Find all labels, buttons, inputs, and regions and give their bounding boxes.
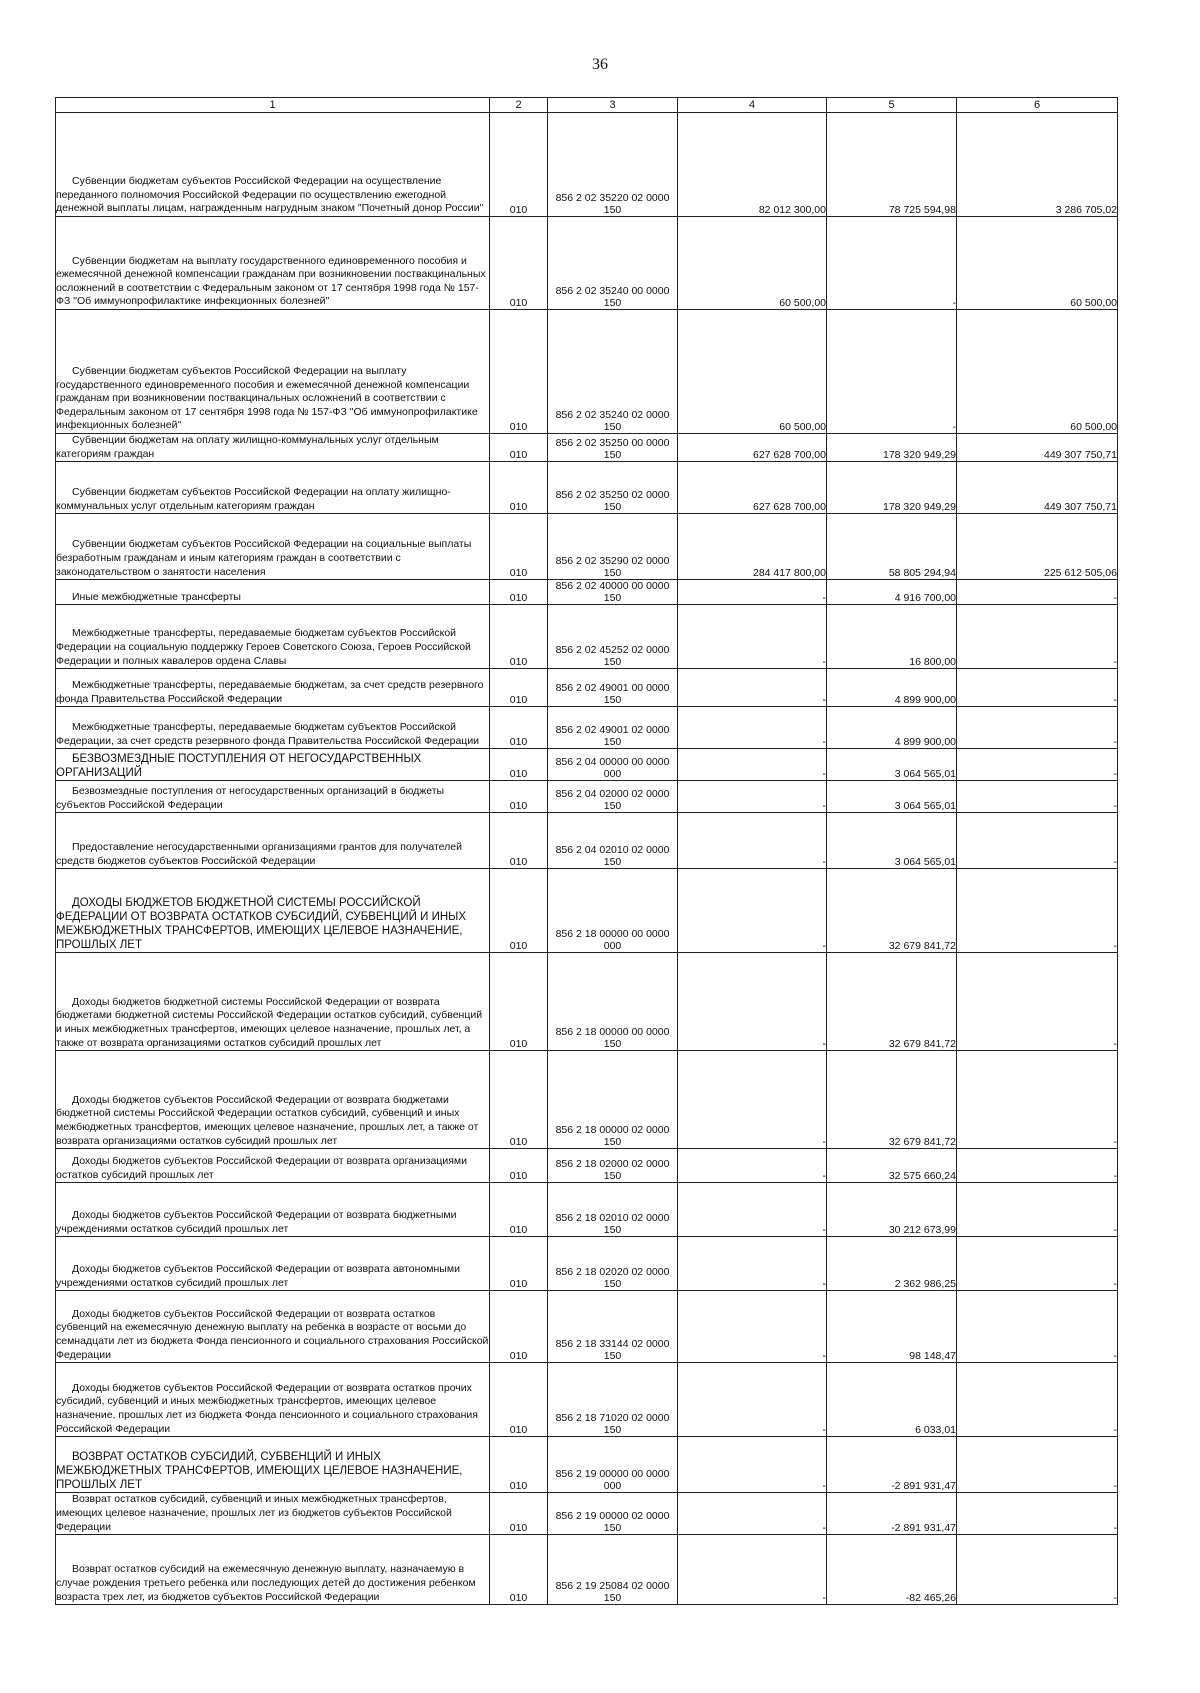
table-row	[56, 434, 1118, 462]
cell-approved-amount: 60 500,00	[678, 310, 827, 434]
cell-classification-code: 856 2 18 02010 02 0000 150	[548, 1183, 678, 1237]
cell-description: Субвенции бюджетам субъектов Российской Федерации на осуществление переданного полномочия Российской Федерации по осуществлению ежегодной денежной выплаты лицам, награжденным нагрудным знаком "Почетный донор России"	[56, 113, 490, 217]
cell-approved-amount: -	[678, 1437, 827, 1493]
cell-approved-amount: -	[678, 605, 827, 669]
cell-admin-code: 010	[490, 781, 548, 813]
table-row	[56, 1493, 1118, 1535]
cell-description: Субвенции бюджетам на выплату государственного единовременного пособия и ежемесячной денежной компенсации гражданам при возникновении поствакцинальных осложнений в соответствии с Федеральным законом от 17 сентября 1998 года № 157-ФЗ "Об иммунопрофилактике инфекционных болезней"	[56, 217, 490, 310]
table-row	[56, 1149, 1118, 1183]
cell-description: Безвозмездные поступления от негосударственных организаций в бюджеты субъектов Российской Федерации	[56, 781, 490, 813]
table-row	[56, 813, 1118, 869]
cell-admin-code: 010	[490, 580, 548, 605]
cell-classification-code: 856 2 02 49001 02 0000 150	[548, 707, 678, 749]
cell-approved-amount: -	[678, 1051, 827, 1149]
cell-description: Межбюджетные трансферты, передаваемые бюджетам, за счет средств резервного фонда Правительства Российской Федерации	[56, 669, 490, 707]
header-cell: 2	[490, 98, 548, 113]
cell-approved-amount: 82 012 300,00	[678, 113, 827, 217]
cell-remaining-amount: -	[957, 1237, 1118, 1291]
cell-approved-amount: 627 628 700,00	[678, 462, 827, 514]
cell-admin-code: 010	[490, 462, 548, 514]
cell-admin-code: 010	[490, 1237, 548, 1291]
cell-admin-code: 010	[490, 1493, 548, 1535]
cell-description: Возврат остатков субсидий на ежемесячную денежную выплату, назначаемую в случае рождения третьего ребенка или последующих детей до достижения ребенком возраста трех лет, из бюджетов субъектов Российской Федерации	[56, 1535, 490, 1605]
cell-classification-code: 856 2 18 71020 02 0000 150	[548, 1363, 678, 1437]
header-cell: 5	[827, 98, 957, 113]
table-row	[56, 1291, 1118, 1363]
header-cell: 1	[56, 98, 490, 113]
cell-admin-code: 010	[490, 1291, 548, 1363]
cell-description: БЕЗВОЗМЕЗДНЫЕ ПОСТУПЛЕНИЯ ОТ НЕГОСУДАРСТВЕННЫХ ОРГАНИЗАЦИЙ	[56, 749, 490, 781]
cell-description: Доходы бюджетов субъектов Российской Федерации от возврата остатков прочих субсидий, субвенций и иных межбюджетных трансфертов, имеющих целевое назначение, прошлых лет из бюджета Фонда пенсионного и социального страхования Российской Федерации	[56, 1363, 490, 1437]
cell-description: Межбюджетные трансферты, передаваемые бюджетам субъектов Российской Федерации, за счет средств резервного фонда Правительства Российской Федерации	[56, 707, 490, 749]
cell-admin-code: 010	[490, 669, 548, 707]
table-row	[56, 580, 1118, 605]
cell-description: Доходы бюджетов субъектов Российской Федерации от возврата бюджетными учреждениями остатков субсидий прошлых лет	[56, 1183, 490, 1237]
cell-description: Межбюджетные трансферты, передаваемые бюджетам субъектов Российской Федерации на социальную поддержку Героев Советского Союза, Героев Российской Федерации и полных кавалеров ордена Славы	[56, 605, 490, 669]
table-row	[56, 605, 1118, 669]
cell-approved-amount: -	[678, 669, 827, 707]
table-row	[56, 113, 1118, 217]
cell-classification-code: 856 2 02 35240 00 0000 150	[548, 217, 678, 310]
cell-admin-code: 010	[490, 605, 548, 669]
cell-remaining-amount: -	[957, 1493, 1118, 1535]
cell-executed-amount: -	[827, 310, 957, 434]
cell-classification-code: 856 2 18 02020 02 0000 150	[548, 1237, 678, 1291]
cell-classification-code: 856 2 04 02010 02 0000 150	[548, 813, 678, 869]
cell-executed-amount: -2 891 931,47	[827, 1437, 957, 1493]
cell-description: Иные межбюджетные трансферты	[56, 580, 490, 605]
cell-classification-code: 856 2 19 25084 02 0000 150	[548, 1535, 678, 1605]
cell-classification-code: 856 2 19 00000 00 0000 000	[548, 1437, 678, 1493]
header-cell: 6	[957, 98, 1118, 113]
cell-remaining-amount: -	[957, 669, 1118, 707]
cell-classification-code: 856 2 02 35290 02 0000 150	[548, 514, 678, 580]
budget-table	[55, 97, 1118, 1605]
table-row	[56, 781, 1118, 813]
cell-classification-code: 856 2 02 35240 02 0000 150	[548, 310, 678, 434]
cell-remaining-amount: -	[957, 605, 1118, 669]
cell-admin-code: 010	[490, 1363, 548, 1437]
cell-remaining-amount: -	[957, 1149, 1118, 1183]
table-row	[56, 1051, 1118, 1149]
cell-classification-code: 856 2 18 00000 00 0000 150	[548, 953, 678, 1051]
cell-classification-code: 856 2 02 45252 02 0000 150	[548, 605, 678, 669]
table-row	[56, 1535, 1118, 1605]
cell-executed-amount: 32 679 841,72	[827, 953, 957, 1051]
cell-remaining-amount: -	[957, 1437, 1118, 1493]
cell-description: Субвенции бюджетам на оплату жилищно-коммунальных услуг отдельным категориям граждан	[56, 434, 490, 462]
header-row	[56, 98, 1118, 113]
cell-classification-code: 856 2 02 35250 02 0000 150	[548, 462, 678, 514]
cell-remaining-amount: -	[957, 1363, 1118, 1437]
table-row	[56, 953, 1118, 1051]
cell-admin-code: 010	[490, 1183, 548, 1237]
cell-remaining-amount: -	[957, 1183, 1118, 1237]
cell-executed-amount: -	[827, 217, 957, 310]
cell-executed-amount: 3 064 565,01	[827, 781, 957, 813]
cell-remaining-amount: 60 500,00	[957, 310, 1118, 434]
table-row	[56, 1237, 1118, 1291]
cell-remaining-amount: -	[957, 1535, 1118, 1605]
cell-remaining-amount: 60 500,00	[957, 217, 1118, 310]
cell-approved-amount: 284 417 800,00	[678, 514, 827, 580]
cell-admin-code: 010	[490, 869, 548, 953]
cell-classification-code: 856 2 19 00000 02 0000 150	[548, 1493, 678, 1535]
cell-classification-code: 856 2 02 35220 02 0000 150	[548, 113, 678, 217]
cell-executed-amount: -2 891 931,47	[827, 1493, 957, 1535]
table-row	[56, 310, 1118, 434]
cell-remaining-amount: -	[957, 869, 1118, 953]
cell-classification-code: 856 2 04 00000 00 0000 000	[548, 749, 678, 781]
table-row	[56, 1183, 1118, 1237]
cell-remaining-amount: -	[957, 1051, 1118, 1149]
table-row	[56, 1363, 1118, 1437]
cell-executed-amount: 98 148,47	[827, 1291, 957, 1363]
cell-executed-amount: 4 899 900,00	[827, 707, 957, 749]
cell-approved-amount: -	[678, 869, 827, 953]
cell-description: Доходы бюджетов субъектов Российской Федерации от возврата организациями остатков субсидий прошлых лет	[56, 1149, 490, 1183]
cell-description: Доходы бюджетов бюджетной системы Российской Федерации от возврата бюджетами бюджетной системы Российской Федерации остатков субсидий, субвенций и иных межбюджетных трансфертов, имеющих целевое назначение, прошлых лет, а также от возврата организациями остатков субсидий прошлых лет	[56, 953, 490, 1051]
cell-classification-code: 856 2 18 00000 00 0000 000	[548, 869, 678, 953]
cell-remaining-amount: -	[957, 580, 1118, 605]
cell-admin-code: 010	[490, 953, 548, 1051]
header-cell: 3	[548, 98, 678, 113]
cell-executed-amount: 58 805 294,94	[827, 514, 957, 580]
cell-description: ВОЗВРАТ ОСТАТКОВ СУБСИДИЙ, СУБВЕНЦИЙ И ИНЫХ МЕЖБЮДЖЕТНЫХ ТРАНСФЕРТОВ, ИМЕЮЩИХ ЦЕЛЕВОЕ НАЗНАЧЕНИЕ, ПРОШЛЫХ ЛЕТ	[56, 1437, 490, 1493]
cell-remaining-amount: -	[957, 953, 1118, 1051]
cell-admin-code: 010	[490, 1051, 548, 1149]
table-row	[56, 669, 1118, 707]
cell-executed-amount: 78 725 594,98	[827, 113, 957, 217]
cell-classification-code: 856 2 02 49001 00 0000 150	[548, 669, 678, 707]
cell-remaining-amount: -	[957, 749, 1118, 781]
cell-remaining-amount: -	[957, 707, 1118, 749]
cell-admin-code: 010	[490, 514, 548, 580]
cell-approved-amount: -	[678, 1363, 827, 1437]
cell-description: Доходы бюджетов субъектов Российской Федерации от возврата автономными учреждениями остатков субсидий прошлых лет	[56, 1237, 490, 1291]
cell-description: ДОХОДЫ БЮДЖЕТОВ БЮДЖЕТНОЙ СИСТЕМЫ РОССИЙСКОЙ ФЕДЕРАЦИИ ОТ ВОЗВРАТА ОСТАТКОВ СУБСИДИЙ, СУБВЕНЦИЙ И ИНЫХ МЕЖБЮДЖЕТНЫХ ТРАНСФЕРТОВ, ИМЕЮЩИХ ЦЕЛЕВОЕ НАЗНАЧЕНИЕ, ПРОШЛЫХ ЛЕТ	[56, 869, 490, 953]
cell-executed-amount: 32 679 841,72	[827, 1051, 957, 1149]
cell-executed-amount: 178 320 949,29	[827, 434, 957, 462]
cell-description: Возврат остатков субсидий, субвенций и иных межбюджетных трансфертов, имеющих целевое назначение, прошлых лет из бюджетов субъектов Российской Федерации	[56, 1493, 490, 1535]
cell-description: Субвенции бюджетам субъектов Российской Федерации на оплату жилищно-коммунальных услуг отдельным категориям граждан	[56, 462, 490, 514]
cell-executed-amount: 32 679 841,72	[827, 869, 957, 953]
cell-remaining-amount: 449 307 750,71	[957, 434, 1118, 462]
cell-classification-code: 856 2 04 02000 02 0000 150	[548, 781, 678, 813]
cell-description: Доходы бюджетов субъектов Российской Федерации от возврата остатков субвенций на ежемесячную денежную выплату на ребенка в возрасте от восьми до семнадцати лет из бюджета Фонда пенсионного и социального страхования Российской Федерации	[56, 1291, 490, 1363]
cell-admin-code: 010	[490, 434, 548, 462]
cell-admin-code: 010	[490, 310, 548, 434]
cell-approved-amount: -	[678, 781, 827, 813]
cell-executed-amount: 178 320 949,29	[827, 462, 957, 514]
cell-executed-amount: 3 064 565,01	[827, 813, 957, 869]
cell-executed-amount: 16 800,00	[827, 605, 957, 669]
table-row	[56, 217, 1118, 310]
cell-admin-code: 010	[490, 1437, 548, 1493]
cell-executed-amount: 30 212 673,99	[827, 1183, 957, 1237]
cell-executed-amount: 32 575 660,24	[827, 1149, 957, 1183]
cell-approved-amount: -	[678, 1237, 827, 1291]
cell-executed-amount: 3 064 565,01	[827, 749, 957, 781]
cell-executed-amount: 2 362 986,25	[827, 1237, 957, 1291]
cell-classification-code: 856 2 02 35250 00 0000 150	[548, 434, 678, 462]
cell-description: Доходы бюджетов субъектов Российской Федерации от возврата бюджетами бюджетной системы Российской Федерации остатков субсидий, субвенций и иных межбюджетных трансфертов, имеющих целевое назначение, прошлых лет, а также от возврата организациями остатков субсидий прошлых лет	[56, 1051, 490, 1149]
cell-admin-code: 010	[490, 1535, 548, 1605]
table-row	[56, 1437, 1118, 1493]
cell-classification-code: 856 2 18 02000 02 0000 150	[548, 1149, 678, 1183]
cell-description: Субвенции бюджетам субъектов Российской Федерации на социальные выплаты безработным гражданам и иным категориям граждан в соответствии с законодательством о занятости населения	[56, 514, 490, 580]
cell-classification-code: 856 2 18 00000 02 0000 150	[548, 1051, 678, 1149]
cell-admin-code: 010	[490, 1149, 548, 1183]
table-row	[56, 707, 1118, 749]
cell-remaining-amount: 3 286 705,02	[957, 113, 1118, 217]
cell-executed-amount: 4 916 700,00	[827, 580, 957, 605]
cell-remaining-amount: 225 612 505,06	[957, 514, 1118, 580]
cell-approved-amount: 627 628 700,00	[678, 434, 827, 462]
cell-approved-amount: -	[678, 1535, 827, 1605]
page-number: 36	[592, 56, 608, 73]
cell-approved-amount: -	[678, 580, 827, 605]
table-row	[56, 749, 1118, 781]
cell-remaining-amount: -	[957, 1291, 1118, 1363]
cell-executed-amount: 6 033,01	[827, 1363, 957, 1437]
cell-executed-amount: 4 899 900,00	[827, 669, 957, 707]
cell-classification-code: 856 2 18 33144 02 0000 150	[548, 1291, 678, 1363]
cell-approved-amount: -	[678, 813, 827, 869]
cell-description: Субвенции бюджетам субъектов Российской Федерации на выплату государственного единовременного пособия и ежемесячной денежной компенсации гражданам при возникновении поствакцинальных осложнений в соответствии с Федеральным законом от 17 сентября 1998 года № 157-ФЗ "Об иммунопрофилактике инфекционных болезней"	[56, 310, 490, 434]
table-row	[56, 514, 1118, 580]
cell-approved-amount: -	[678, 953, 827, 1051]
cell-admin-code: 010	[490, 813, 548, 869]
cell-remaining-amount: 449 307 750,71	[957, 462, 1118, 514]
cell-description: Предоставление негосударственными организациями грантов для получателей средств бюджетов субъектов Российской Федерации	[56, 813, 490, 869]
cell-admin-code: 010	[490, 707, 548, 749]
cell-executed-amount: -82 465,26	[827, 1535, 957, 1605]
cell-remaining-amount: -	[957, 813, 1118, 869]
cell-remaining-amount: -	[957, 781, 1118, 813]
cell-approved-amount: 60 500,00	[678, 217, 827, 310]
cell-approved-amount: -	[678, 749, 827, 781]
cell-approved-amount: -	[678, 1291, 827, 1363]
table-row	[56, 462, 1118, 514]
cell-approved-amount: -	[678, 1183, 827, 1237]
cell-approved-amount: -	[678, 707, 827, 749]
cell-approved-amount: -	[678, 1493, 827, 1535]
cell-admin-code: 010	[490, 113, 548, 217]
cell-admin-code: 010	[490, 217, 548, 310]
table-row	[56, 869, 1118, 953]
cell-admin-code: 010	[490, 749, 548, 781]
cell-classification-code: 856 2 02 40000 00 0000 150	[548, 580, 678, 605]
cell-approved-amount: -	[678, 1149, 827, 1183]
header-cell: 4	[678, 98, 827, 113]
